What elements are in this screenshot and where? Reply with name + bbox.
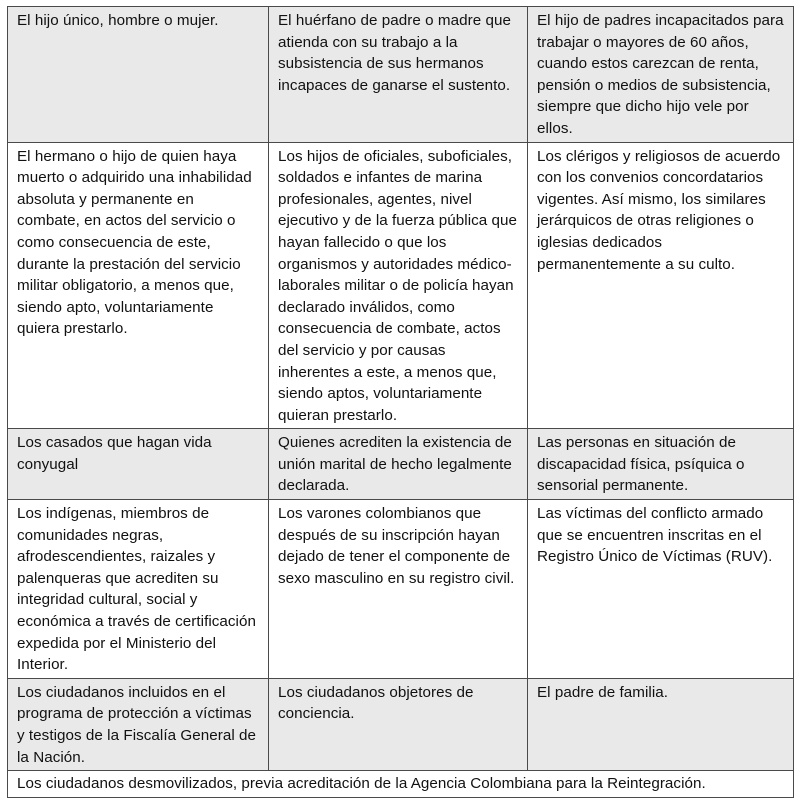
table-cell: El huérfano de padre o madre que atienda con su trabajo a la subsistencia de sus hermanos incapaces de ganarse el sustento. xyxy=(269,7,528,143)
exemption-table xyxy=(7,6,794,798)
table-cell: El padre de familia. xyxy=(528,678,794,770)
table-cell: El hermano o hijo de quien haya muerto o adquirido una inhabilidad absoluta y permanente en combate, en actos del servicio o como consecuencia de este, durante la prestación del servicio militar obligatorio, a menos que, siendo apto, voluntariamente quiera prestarlo. xyxy=(8,142,269,429)
table-row xyxy=(8,7,794,143)
table-row xyxy=(8,678,794,770)
table-cell: El hijo de padres incapacitados para trabajar o mayores de 60 años, cuando estos carezcan de renta, pensión o medios de subsistencia, siempre que dicho hijo vele por ellos. xyxy=(528,7,794,143)
table-cell: Los indígenas, miembros de comunidades negras, afrodescendientes, raizales y palenqueras que acrediten su integridad cultural, social y económica a través de certificación expedida por el Ministerio del Interior. xyxy=(8,500,269,679)
table-cell: Los varones colombianos que después de su inscripción hayan dejado de tener el componente de sexo masculino en su registro civil. xyxy=(269,500,528,679)
table-cell: Los ciudadanos objetores de conciencia. xyxy=(269,678,528,770)
table-cell: Los casados que hagan vida conyugal xyxy=(8,429,269,500)
table-cell: Quienes acrediten la existencia de unión marital de hecho legalmente declarada. xyxy=(269,429,528,500)
table-row xyxy=(8,429,794,500)
table-cell: Las víctimas del conflicto armado que se encuentren inscritas en el Registro Único de Víctimas (RUV). xyxy=(528,500,794,679)
table-cell: Las personas en situación de discapacidad física, psíquica o sensorial permanente. xyxy=(528,429,794,500)
table-footer-row xyxy=(8,771,794,798)
table-cell: Los ciudadanos incluidos en el programa de protección a víctimas y testigos de la Fiscalía General de la Nación. xyxy=(8,678,269,770)
table-footer-cell: Los ciudadanos desmovilizados, previa acreditación de la Agencia Colombiana para la Reintegración. xyxy=(8,771,794,798)
table-cell: El hijo único, hombre o mujer. xyxy=(8,7,269,143)
table-cell: Los clérigos y religiosos de acuerdo con los convenios concordatarios vigentes. Así mismo, los similares jerárquicos de otras religiones o iglesias dedicados permanentemente a su culto. xyxy=(528,142,794,429)
table-row xyxy=(8,142,794,429)
table-row xyxy=(8,500,794,679)
table-cell: Los hijos de oficiales, suboficiales, soldados e infantes de marina profesionales, agentes, nivel ejecutivo y de la fuerza pública que hayan fallecido o que los organismos y autoridades médico-laborales militar o de policía hayan declarado inválidos, como consecuencia de combate, actos del servicio y por causas inherentes a este, a menos que, siendo aptos, voluntariamente quieran prestarlo. xyxy=(269,142,528,429)
